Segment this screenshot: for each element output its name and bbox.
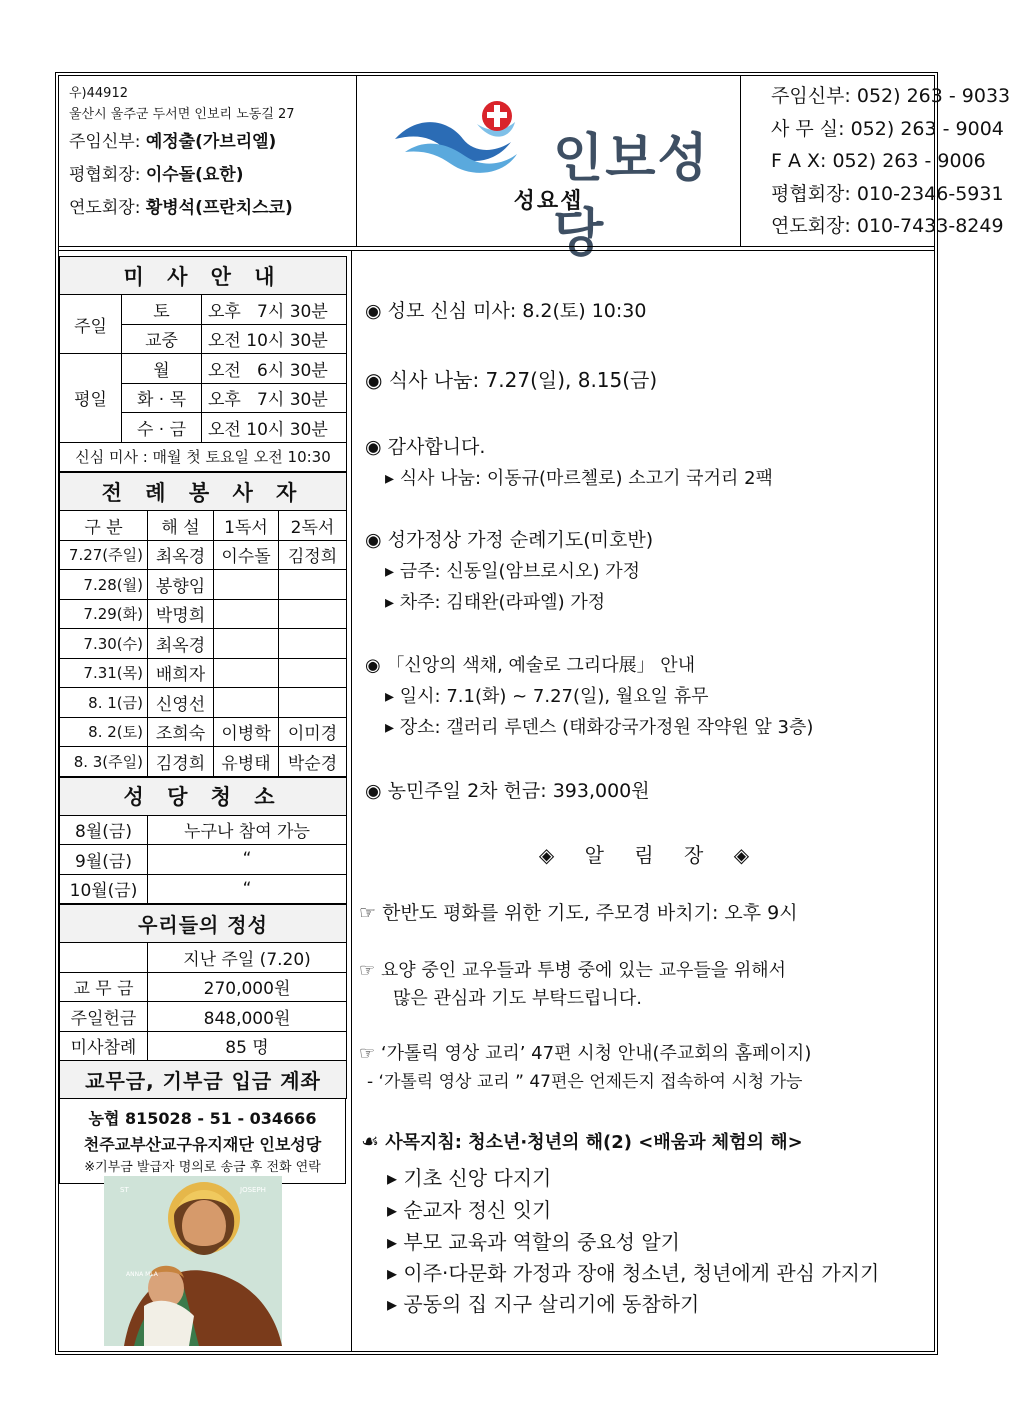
- liturgy-servers-table: [59, 472, 347, 777]
- reader-1: 이병학: [214, 717, 279, 747]
- address: 울산시 울주군 두서면 인보리 노동길 27: [69, 107, 295, 122]
- reader-2: [279, 629, 347, 659]
- row-date: 7.30(수): [60, 629, 148, 659]
- table-row: [60, 570, 347, 600]
- notice-exhibition: ◉ 「신앙의 색채, 예술로 그리다展」 안내: [365, 655, 696, 676]
- table-row: [60, 1002, 347, 1032]
- column-separator: [351, 250, 352, 1352]
- reader-1: 유병태: [214, 747, 279, 777]
- mass-day: 토: [122, 295, 202, 325]
- account-holder: 천주교부산교구유지재단 인보성당: [83, 1135, 322, 1154]
- mass-day: 수 · 금: [122, 413, 202, 443]
- offering-table: [59, 904, 347, 1099]
- mass-day: 교중: [122, 324, 202, 354]
- cleaning-month: 9월(금): [60, 845, 148, 875]
- row-date: 7.28(월): [60, 570, 148, 600]
- offering-value: 848,000원: [148, 1002, 347, 1032]
- mass-schedule-table: [59, 256, 347, 472]
- cleaning-who: 누구나 참여 가능: [148, 815, 347, 845]
- icon-label-child: ANNA MLA: [126, 1271, 158, 1278]
- postal-code: 우)44912: [69, 86, 128, 101]
- council-name: 이수돌(요한): [145, 165, 244, 185]
- notice-exhibition-place: ▸ 장소: 갤러리 루덴스 (태화강국가정원 작약원 앞 3층): [385, 717, 814, 738]
- reader-2: [279, 599, 347, 629]
- contact-row: [741, 80, 1010, 113]
- notice-peace-prayer: ☞ 한반도 평화를 위한 기도, 주모경 바치기: 오후 9시: [359, 902, 798, 924]
- commentator: 신영선: [148, 688, 214, 718]
- prayer-row: [69, 192, 346, 225]
- table-row: [60, 1031, 347, 1061]
- reader-2: 박순경: [279, 747, 347, 777]
- table-row: [60, 688, 347, 718]
- lamp-icon: ☙: [361, 1129, 379, 1153]
- table-row: [60, 658, 347, 688]
- notice-sick-prayer: ☞ 요양 중인 교우들과 투병 중에 있는 교우들을 위해서: [359, 960, 787, 981]
- reader-1: [214, 599, 279, 629]
- contact-list: [741, 76, 1010, 246]
- offering-value: 85 명: [148, 1031, 347, 1061]
- table-row: [60, 599, 347, 629]
- table-row: [60, 972, 347, 1002]
- notice-pilgrimage-next-week: ▸ 차주: 김태완(라파엘) 가정: [385, 592, 606, 613]
- prayer-label: 연도회장:: [69, 198, 141, 218]
- header-info: [59, 76, 357, 246]
- cleaning-who: “: [148, 845, 347, 875]
- mass-day: 화 · 목: [122, 383, 202, 413]
- commentator: 최옥경: [148, 629, 214, 659]
- account-title: 교무금, 기부금 입금 계좌: [60, 1061, 347, 1099]
- empty-cell: [60, 943, 148, 973]
- commentator: 최옥경: [148, 540, 214, 570]
- commentator: 조희숙: [148, 717, 214, 747]
- cleaning-table: [59, 777, 347, 905]
- contact-label: F A X: [771, 150, 821, 172]
- notice-pilgrimage: ◉ 성가정상 가정 순례기도(미호반): [365, 529, 654, 551]
- notice-farmers-offering: ◉ 농민주일 2차 헌금: 393,000원: [365, 780, 650, 802]
- contact-row: [741, 145, 986, 178]
- list-item: ▸ 순교자 정신 잇기: [387, 1198, 552, 1222]
- header-logo-area: [357, 76, 741, 264]
- offering-header: 지난 주일 (7.20): [148, 943, 347, 973]
- row-date: 8. 2(토): [60, 717, 148, 747]
- row-date: 7.31(목): [60, 658, 148, 688]
- table-row: [60, 629, 347, 659]
- icon-label-right: JOSEPH: [240, 1186, 266, 1194]
- notice-video-catechism: ☞ ‘가톨릭 영상 교리’ 47편 시청 안내(주교회의 홈페이지): [359, 1043, 812, 1064]
- commentator: 김경희: [148, 747, 214, 777]
- mass-time: 오전 10시 30분: [202, 324, 347, 354]
- contact-row: [741, 113, 1004, 146]
- reader-1: [214, 658, 279, 688]
- notice-video-catechism-line2: - ‘가톨릭 영상 교리 ” 47편은 언제든지 접속하여 시청 가능: [367, 1072, 803, 1092]
- reader-1: [214, 688, 279, 718]
- col-header: 구 분: [60, 511, 148, 541]
- notice-devotion-mass: ◉ 성모 신심 미사: 8.2(토) 10:30: [365, 300, 647, 322]
- contact-label: 평협회장: [771, 182, 845, 205]
- notice-sick-prayer-line2: 많은 관심과 기도 부탁드립니다.: [393, 988, 642, 1009]
- col-header: 해 설: [148, 511, 214, 541]
- pastoral-guideline: [361, 1128, 803, 1154]
- council-row: [69, 159, 346, 192]
- contact-value: : 010-7433-8249: [844, 215, 1004, 237]
- prayer-name: 황병석(프란치스코): [145, 198, 293, 218]
- notice-thanks: ◉ 감사합니다.: [365, 436, 486, 458]
- offering-title: 우리들의 정성: [60, 905, 347, 943]
- reader-2: [279, 688, 347, 718]
- pastoral-guideline-text: 사목지침: 청소년·청년의 해(2) <배움과 체험의 해>: [385, 1132, 803, 1153]
- devotion-mass-note: 신심 미사 : 매월 첫 토요일 오전 10:30: [60, 442, 347, 472]
- list-item: ▸ 기초 신앙 다지기: [387, 1166, 552, 1190]
- contact-label: 주임신부: [771, 85, 845, 107]
- row-date: 7.27(주일): [60, 540, 148, 570]
- contact-value: : 052) 263 - 9033: [844, 85, 1010, 107]
- header-divider: [59, 246, 934, 247]
- contact-row: [741, 178, 1004, 211]
- reader-2: 김정희: [279, 540, 347, 570]
- list-item: ▸ 부모 교육과 역할의 중요성 알기: [387, 1230, 680, 1254]
- reader-1: 이수돌: [214, 540, 279, 570]
- wave-cross-icon: [393, 94, 553, 174]
- col-header: 1독서: [214, 511, 279, 541]
- st-joseph-icon-image: [104, 1176, 282, 1346]
- contact-label: 연도회장: [771, 215, 845, 237]
- notice-exhibition-date: ▸ 일시: 7.1(화) ~ 7.27(일), 월요일 휴무: [385, 686, 709, 707]
- notice-thanks-detail: ▸ 식사 나눔: 이동규(마르첼로) 소고기 국거리 2팩: [385, 468, 773, 489]
- col-header: 2독서: [279, 511, 347, 541]
- commentator: 박명희: [148, 599, 214, 629]
- table-row: [60, 747, 347, 777]
- pastor-label: 주임신부:: [69, 132, 141, 152]
- contact-value: : 052) 263 - 9006: [820, 150, 986, 172]
- offering-value: 270,000원: [148, 972, 347, 1002]
- reader-2: [279, 658, 347, 688]
- commentator: 배희자: [148, 658, 214, 688]
- cleaning-month: 8월(금): [60, 815, 148, 845]
- mass-time: 오후 7시 30분: [202, 295, 347, 325]
- contact-value: : 052) 263 - 9004: [838, 117, 1004, 140]
- council-label: 평협회장:: [69, 165, 141, 185]
- table-row: [60, 874, 347, 904]
- row-date: 8. 1(금): [60, 688, 148, 718]
- contact-label: 사 무 실: [771, 117, 839, 140]
- servers-title: 전 례 봉 사 자: [60, 473, 347, 511]
- pastor-row: [69, 126, 346, 159]
- contact-value: : 010-2346-5931: [844, 182, 1004, 205]
- reader-2: [279, 570, 347, 600]
- contact-row: [741, 210, 1004, 243]
- mass-time: 오후 7시 30분: [202, 383, 347, 413]
- cleaning-month: 10월(금): [60, 874, 148, 904]
- table-row: [60, 815, 347, 845]
- account-note: ※기부금 발급자 명의로 송금 후 전화 연락: [84, 1160, 321, 1175]
- list-item: ▸ 공동의 집 지구 살리기에 동참하기: [387, 1292, 700, 1316]
- offering-label: 미사참례: [60, 1031, 148, 1061]
- table-row: [60, 540, 347, 570]
- table-row: [60, 845, 347, 875]
- reader-2: 이미경: [279, 717, 347, 747]
- table-row: [60, 717, 347, 747]
- bulletin-subtitle: 성요셉: [513, 189, 584, 214]
- bulletin-board-title: ◈ 알 림 장 ◈: [538, 843, 762, 867]
- mass-time: 오전 10시 30분: [202, 413, 347, 443]
- pastor-name: 예정출(가브리엘): [145, 132, 277, 152]
- mass-day: 월: [122, 354, 202, 384]
- weekday-label: 평일: [60, 354, 122, 443]
- header: [59, 76, 1010, 264]
- list-item: ▸ 이주·다문화 가정과 장애 청소년, 청년에게 관심 가지기: [387, 1261, 880, 1285]
- mass-time: 오전 6시 30분: [202, 354, 347, 384]
- row-date: 7.29(화): [60, 599, 148, 629]
- cleaning-who: “: [148, 874, 347, 904]
- offering-label: 교 무 금: [60, 972, 148, 1002]
- notice-meal-sharing: ◉ 식사 나눔: 7.27(일), 8.15(금): [365, 368, 658, 392]
- offering-label: 주일헌금: [60, 1002, 148, 1032]
- church-name: 인보성당: [553, 129, 710, 264]
- reader-1: [214, 570, 279, 600]
- icon-label-left: ST: [120, 1186, 129, 1194]
- header-divider: [59, 250, 934, 251]
- row-date: 8. 3(주일): [60, 747, 148, 777]
- reader-1: [214, 629, 279, 659]
- cleaning-title: 성 당 청 소: [60, 777, 347, 815]
- left-column: [59, 256, 346, 1184]
- account-info: [59, 1099, 346, 1184]
- account-number: 농협 815028 - 51 - 034666: [88, 1109, 317, 1128]
- mass-title: 미 사 안 내: [60, 257, 347, 295]
- sunday-label: 주일: [60, 295, 122, 354]
- notice-pilgrimage-this-week: ▸ 금주: 신동일(암브로시오) 가정: [385, 561, 640, 582]
- commentator: 봉향임: [148, 570, 214, 600]
- st-joseph-icon: [104, 1176, 282, 1346]
